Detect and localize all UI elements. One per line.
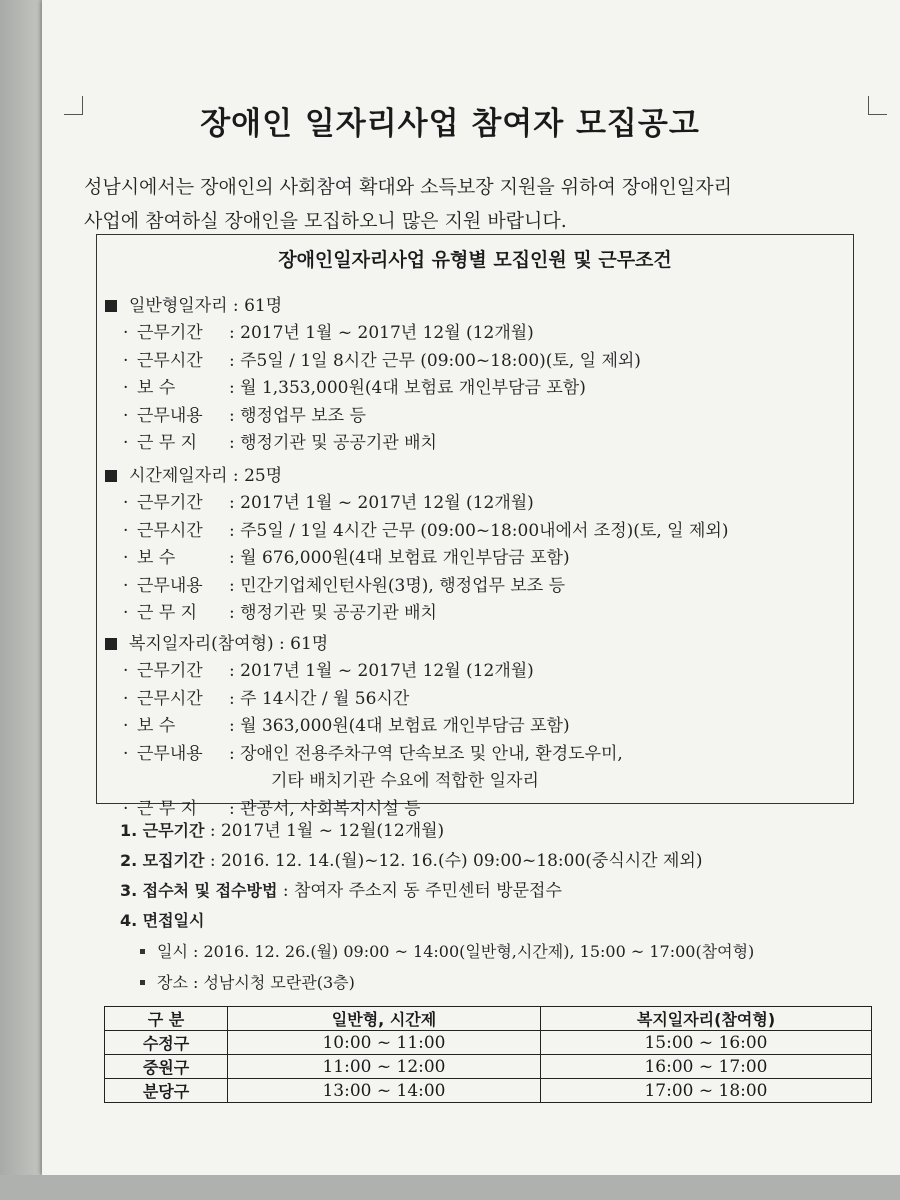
condition-row: · 근무내용 : 장애인 전용주차구역 단속보조 및 안내, 환경도우미,	[123, 743, 623, 764]
condition-row: · 근 무 지 : 행정기관 및 공공기관 배치	[123, 603, 437, 623]
bullet-icon	[140, 980, 145, 985]
section-parttime	[105, 463, 845, 628]
list-item: 3. 접수처 및 접수방법 : 참여자 주소지 동 주민센터 방문접수	[120, 881, 562, 901]
section-heading: 복지일자리(참여형) : 61명	[105, 631, 845, 658]
condition-row: · 근무시간 : 주5일 / 1일 8시간 근무 (09:00~18:00)(토, 일 제외)	[123, 350, 641, 371]
table-cell: 10:00 ~ 11:00	[228, 1031, 541, 1055]
condition-row: · 근무기간 : 2017년 1월 ~ 2017년 12월 (12개월)	[123, 661, 534, 681]
condition-row-continued: 기타 배치기관 수요에 적합한 일자리	[271, 771, 539, 791]
table-cell: 13:00 ~ 14:00	[228, 1079, 541, 1103]
interview-detail: 일시 : 2016. 12. 26.(월) 09:00 ~ 14:00(일반형,시간제), 15:00 ~ 17:00(참여형)	[120, 936, 860, 967]
condition-row: · 근무기간 : 2017년 1월 ~ 2017년 12월 (12개월)	[123, 493, 534, 513]
table-cell: 17:00 ~ 18:00	[541, 1079, 872, 1103]
square-bullet-icon	[105, 470, 117, 482]
table-cell: 중원구	[105, 1055, 228, 1079]
table-header: 일반형, 시간제	[228, 1007, 541, 1031]
table-row	[105, 1055, 872, 1079]
condition-row: · 근무기간 : 2017년 1월 ~ 2017년 12월 (12개월)	[123, 323, 534, 343]
intro-line: 성남시에서는 장애인의 사회참여 확대와 소득보장 지원을 위하여 장애인일자리	[84, 176, 732, 198]
condition-row: · 근무내용 : 행정업무 보조 등	[123, 405, 366, 426]
section-heading: 시간제일자리 : 25명	[105, 463, 845, 490]
intro-paragraph	[84, 170, 884, 238]
numbered-list	[120, 816, 860, 998]
condition-row: · 근무내용 : 민간기업체인턴사원(3명), 행정업무 보조 등	[123, 575, 566, 596]
table-row	[105, 1031, 872, 1055]
interview-detail: 장소 : 성남시청 모란관(3층)	[120, 967, 860, 998]
intro-line: 사업에 참여하실 장애인을 모집하오니 많은 지원 바랍니다.	[84, 210, 567, 232]
condition-row: · 보 수 : 월 1,353,000원(4대 보험료 개인부담금 포함)	[123, 378, 586, 398]
conditions-box	[96, 234, 854, 819]
interview-schedule-table	[104, 1006, 872, 1103]
table-cell: 분당구	[105, 1079, 228, 1103]
bullet-icon	[140, 949, 145, 954]
table-row	[105, 1079, 872, 1103]
table-header: 구 분	[105, 1007, 228, 1031]
condition-row: · 근 무 지 : 행정기관 및 공공기관 배치	[123, 433, 437, 453]
page-title: 장애인 일자리사업 참여자 모집공고	[200, 106, 700, 142]
condition-row: · 근무시간 : 주 14시간 / 월 56시간	[123, 688, 410, 709]
table-cell: 16:00 ~ 17:00	[541, 1055, 872, 1079]
section-heading: 일반형일자리 : 61명	[105, 293, 845, 320]
condition-row: · 근 무 지 : 관공서, 사회복지시설 등	[123, 798, 421, 819]
list-item: 4. 면접일시	[120, 911, 205, 930]
table-cell: 15:00 ~ 16:00	[541, 1031, 872, 1055]
conditions-box-title: 장애인일자리사업 유형별 모집인원 및 근무조건	[278, 249, 672, 271]
background-desk	[0, 0, 40, 1200]
section-welfare	[105, 631, 845, 823]
table-header: 복지일자리(참여형)	[541, 1007, 872, 1031]
section-general	[105, 293, 845, 458]
condition-row: · 보 수 : 월 363,000원(4대 보험료 개인부담금 포함)	[123, 716, 570, 736]
square-bullet-icon	[105, 300, 117, 312]
background-bottom	[0, 1175, 900, 1200]
list-item: 2. 모집기간 : 2016. 12. 14.(월)~12. 16.(수) 09:00~18:00(중식시간 제외)	[120, 851, 703, 871]
condition-row: · 보 수 : 월 676,000원(4대 보험료 개인부담금 포함)	[123, 548, 570, 568]
list-item: 1. 근무기간 : 2017년 1월 ~ 12월(12개월)	[120, 821, 445, 841]
table-header-row	[105, 1007, 872, 1031]
square-bullet-icon	[105, 638, 117, 650]
condition-row: · 근무시간 : 주5일 / 1일 4시간 근무 (09:00~18:00내에서 조정)(토, 일 제외)	[123, 520, 729, 541]
table-cell: 11:00 ~ 12:00	[228, 1055, 541, 1079]
table-cell: 수정구	[105, 1031, 228, 1055]
